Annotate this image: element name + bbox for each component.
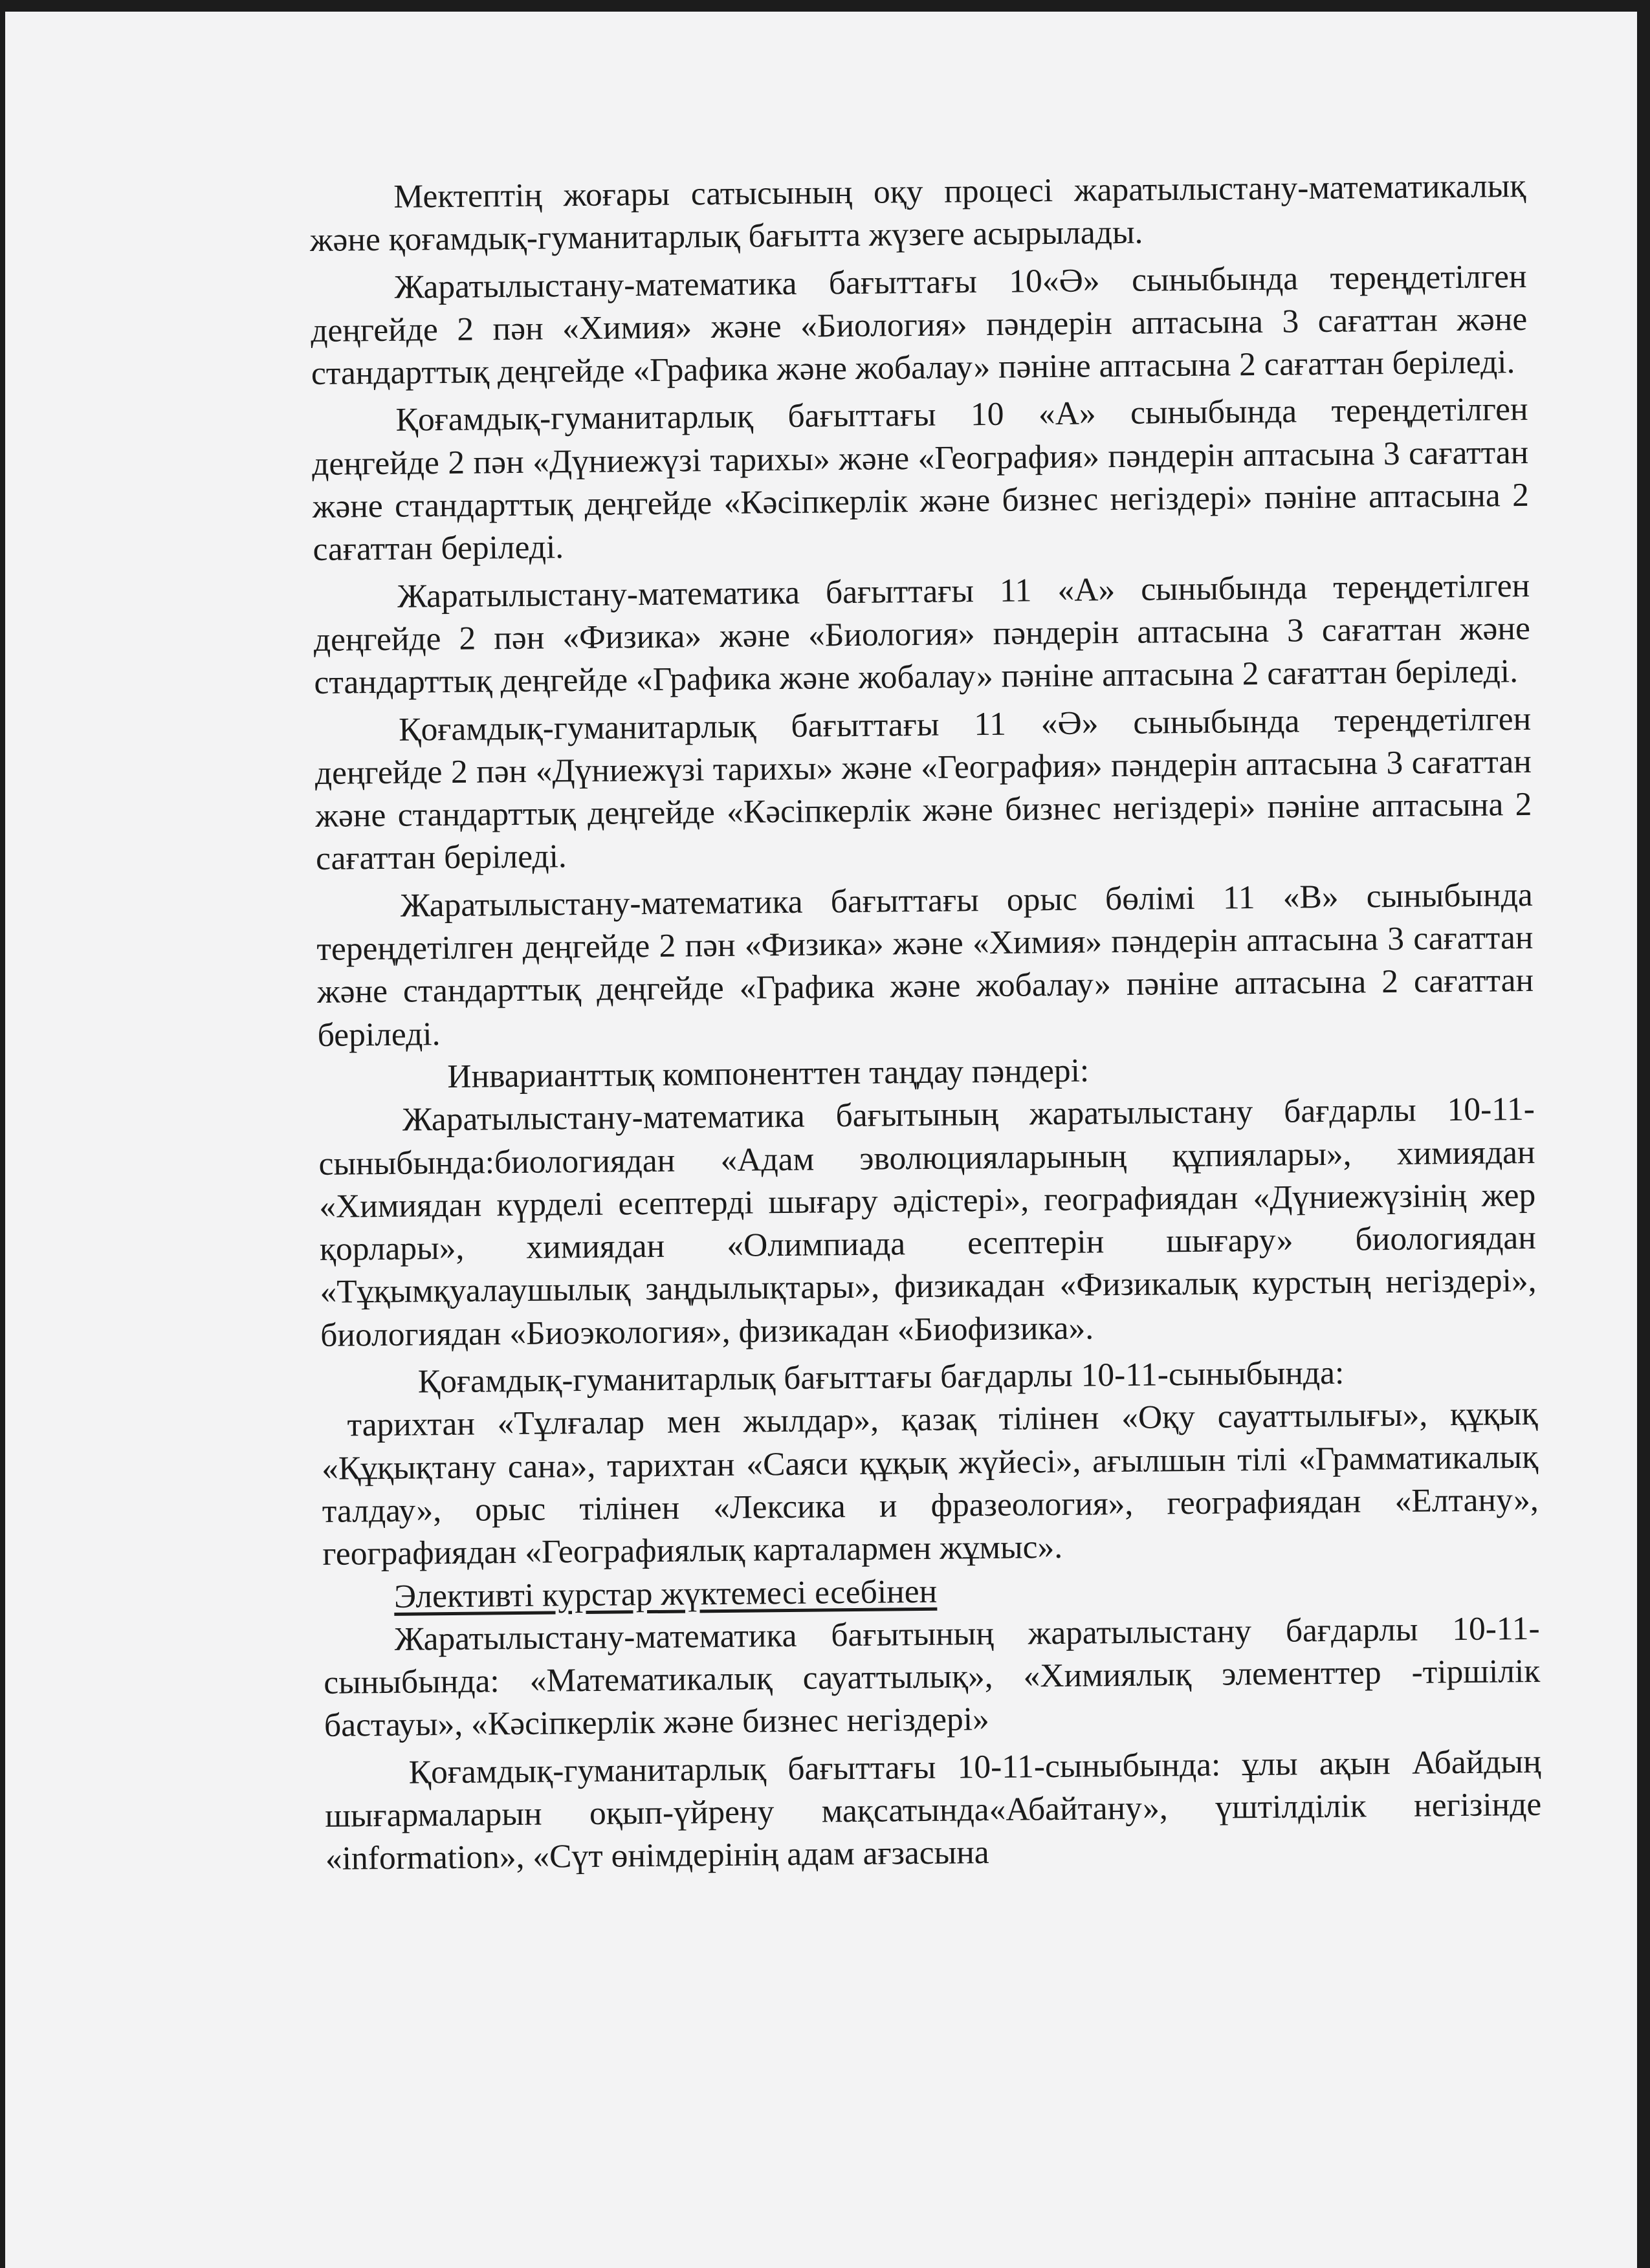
paragraph-invariant-humanities-list: тарихтан «Тұлғалар мен жылдар», қазақ тілінен «Оқу сауаттылығы», құқық «Құқықтану сана», тарихтан «Саяси құқық жүйесі», ағылшын тілі «Грамматикалық талдау», орыс тілінен «Лексика и фразеология», географиядан «Елтану», географиядан «Географиялық карталармен жұмыс». <box>321 1395 1539 1573</box>
paragraph-elective-science: Жаратылыстану-математика бағытының жаратылыстану бағдарлы 10-11-сыныбында: «Математикалық сауаттылық», «Химиялық элементтер -тіршілік бастауы», «Кәсіпкерлік және бизнес негіздері» <box>324 1609 1541 1745</box>
paragraph-11a-humanities: Қоғамдық-гуманитарлық бағыттағы 11 «Ә» сыныбында тереңдетілген деңгейде 2 пән «Дүниежүзі тарихы» және «География» пәндерін аптасына 3 сағаттан және стандарттық деңгейде «Кәсіпкерлік және бизнес негіздері» пәніне аптасына 2 сағаттан беріледі. <box>314 700 1532 878</box>
paragraph-11v-russian: Жаратылыстану-математика бағыттағы орыс бөлімі 11 «В» сыныбында тереңдетілген деңгейде 2 пән «Физика» және «Химия» пәндерін аптасына 3 сағаттан және стандарттық деңгейде «Графика және жобалау» пәніне аптасына 2 сағаттан беріледі. <box>316 876 1534 1054</box>
paragraph-11a-science: Жаратылыстану-математика бағыттағы 11 «А» сыныбында тереңдетілген деңгейде 2 пән «Физика» және «Биология» пәндерін аптасына 3 сағаттан және стандарттық деңгейде «Графика және жобалау» пәніне аптасына 2 сағаттан беріледі. <box>313 567 1531 702</box>
paragraph-invariant-humanities-intro: Қоғамдық-гуманитарлық бағыттағы бағдарлы 10-11-сыныбында: <box>417 1354 1345 1401</box>
paragraph-elective-humanities: Қоғамдық-гуманитарлық бағыттағы 10-11-сыныбында: ұлы ақын Абайдың шығармаларын оқып-үйрену мақсатында«Абайтану», үштілділік негізінде «information», «Сүт өнімдерінің адам ағзасына <box>325 1743 1542 1878</box>
paragraph-invariant-science: Жаратылыстану-математика бағытының жаратылыстану бағдарлы 10-11-сыныбында:биологиядан «Адам эволюцияларының құпиялары», химиядан «Химиядан күрделі есептерді шығару әдістері», географиядан «Дүниежүзінің жер қорлары», химиядан «Олимпиада есептерін шығару» биологиядан «Тұқымқуалаушылық заңдылықтары», физикадан «Физикалық курстың негіздері», биологиядан «Биоэкология», физикадан «Биофизика». <box>318 1091 1537 1354</box>
document-body <box>309 165 1542 1881</box>
document-page <box>5 12 1637 2268</box>
paragraph-10a-science: Жаратылыстану-математика бағыттағы 10«Ә» сыныбында тереңдетілген деңгейде 2 пән «Химия» және «Биология» пәндерін аптасына 3 сағаттан және стандарттық деңгейде «Графика және жобалау» пәніне аптасына 2 сағаттан беріледі. <box>311 257 1528 393</box>
paragraph-intro: Мектептің жоғары сатысының оқу процесі жаратылыстану-математикалық және қоғамдық-гуманитарлық бағытта жүзеге асырылады. <box>309 167 1526 259</box>
invariant-heading: Инварианттық компоненттен таңдау пәндері: <box>447 1052 1090 1095</box>
elective-title-text: Элективті курстар жүктемесі есебінен <box>393 1573 938 1615</box>
paragraph-10a-humanities: Қоғамдық-гуманитарлық бағыттағы 10 «А» сыныбында тереңдетілген деңгейде 2 пән «Дүниежүзі тарихы» және «География» пәндерін аптасына 3 сағаттан және стандарттық деңгейде «Кәсіпкерлік және бизнес негіздері» пәніне аптасына 2 сағаттан беріледі. <box>311 391 1530 569</box>
